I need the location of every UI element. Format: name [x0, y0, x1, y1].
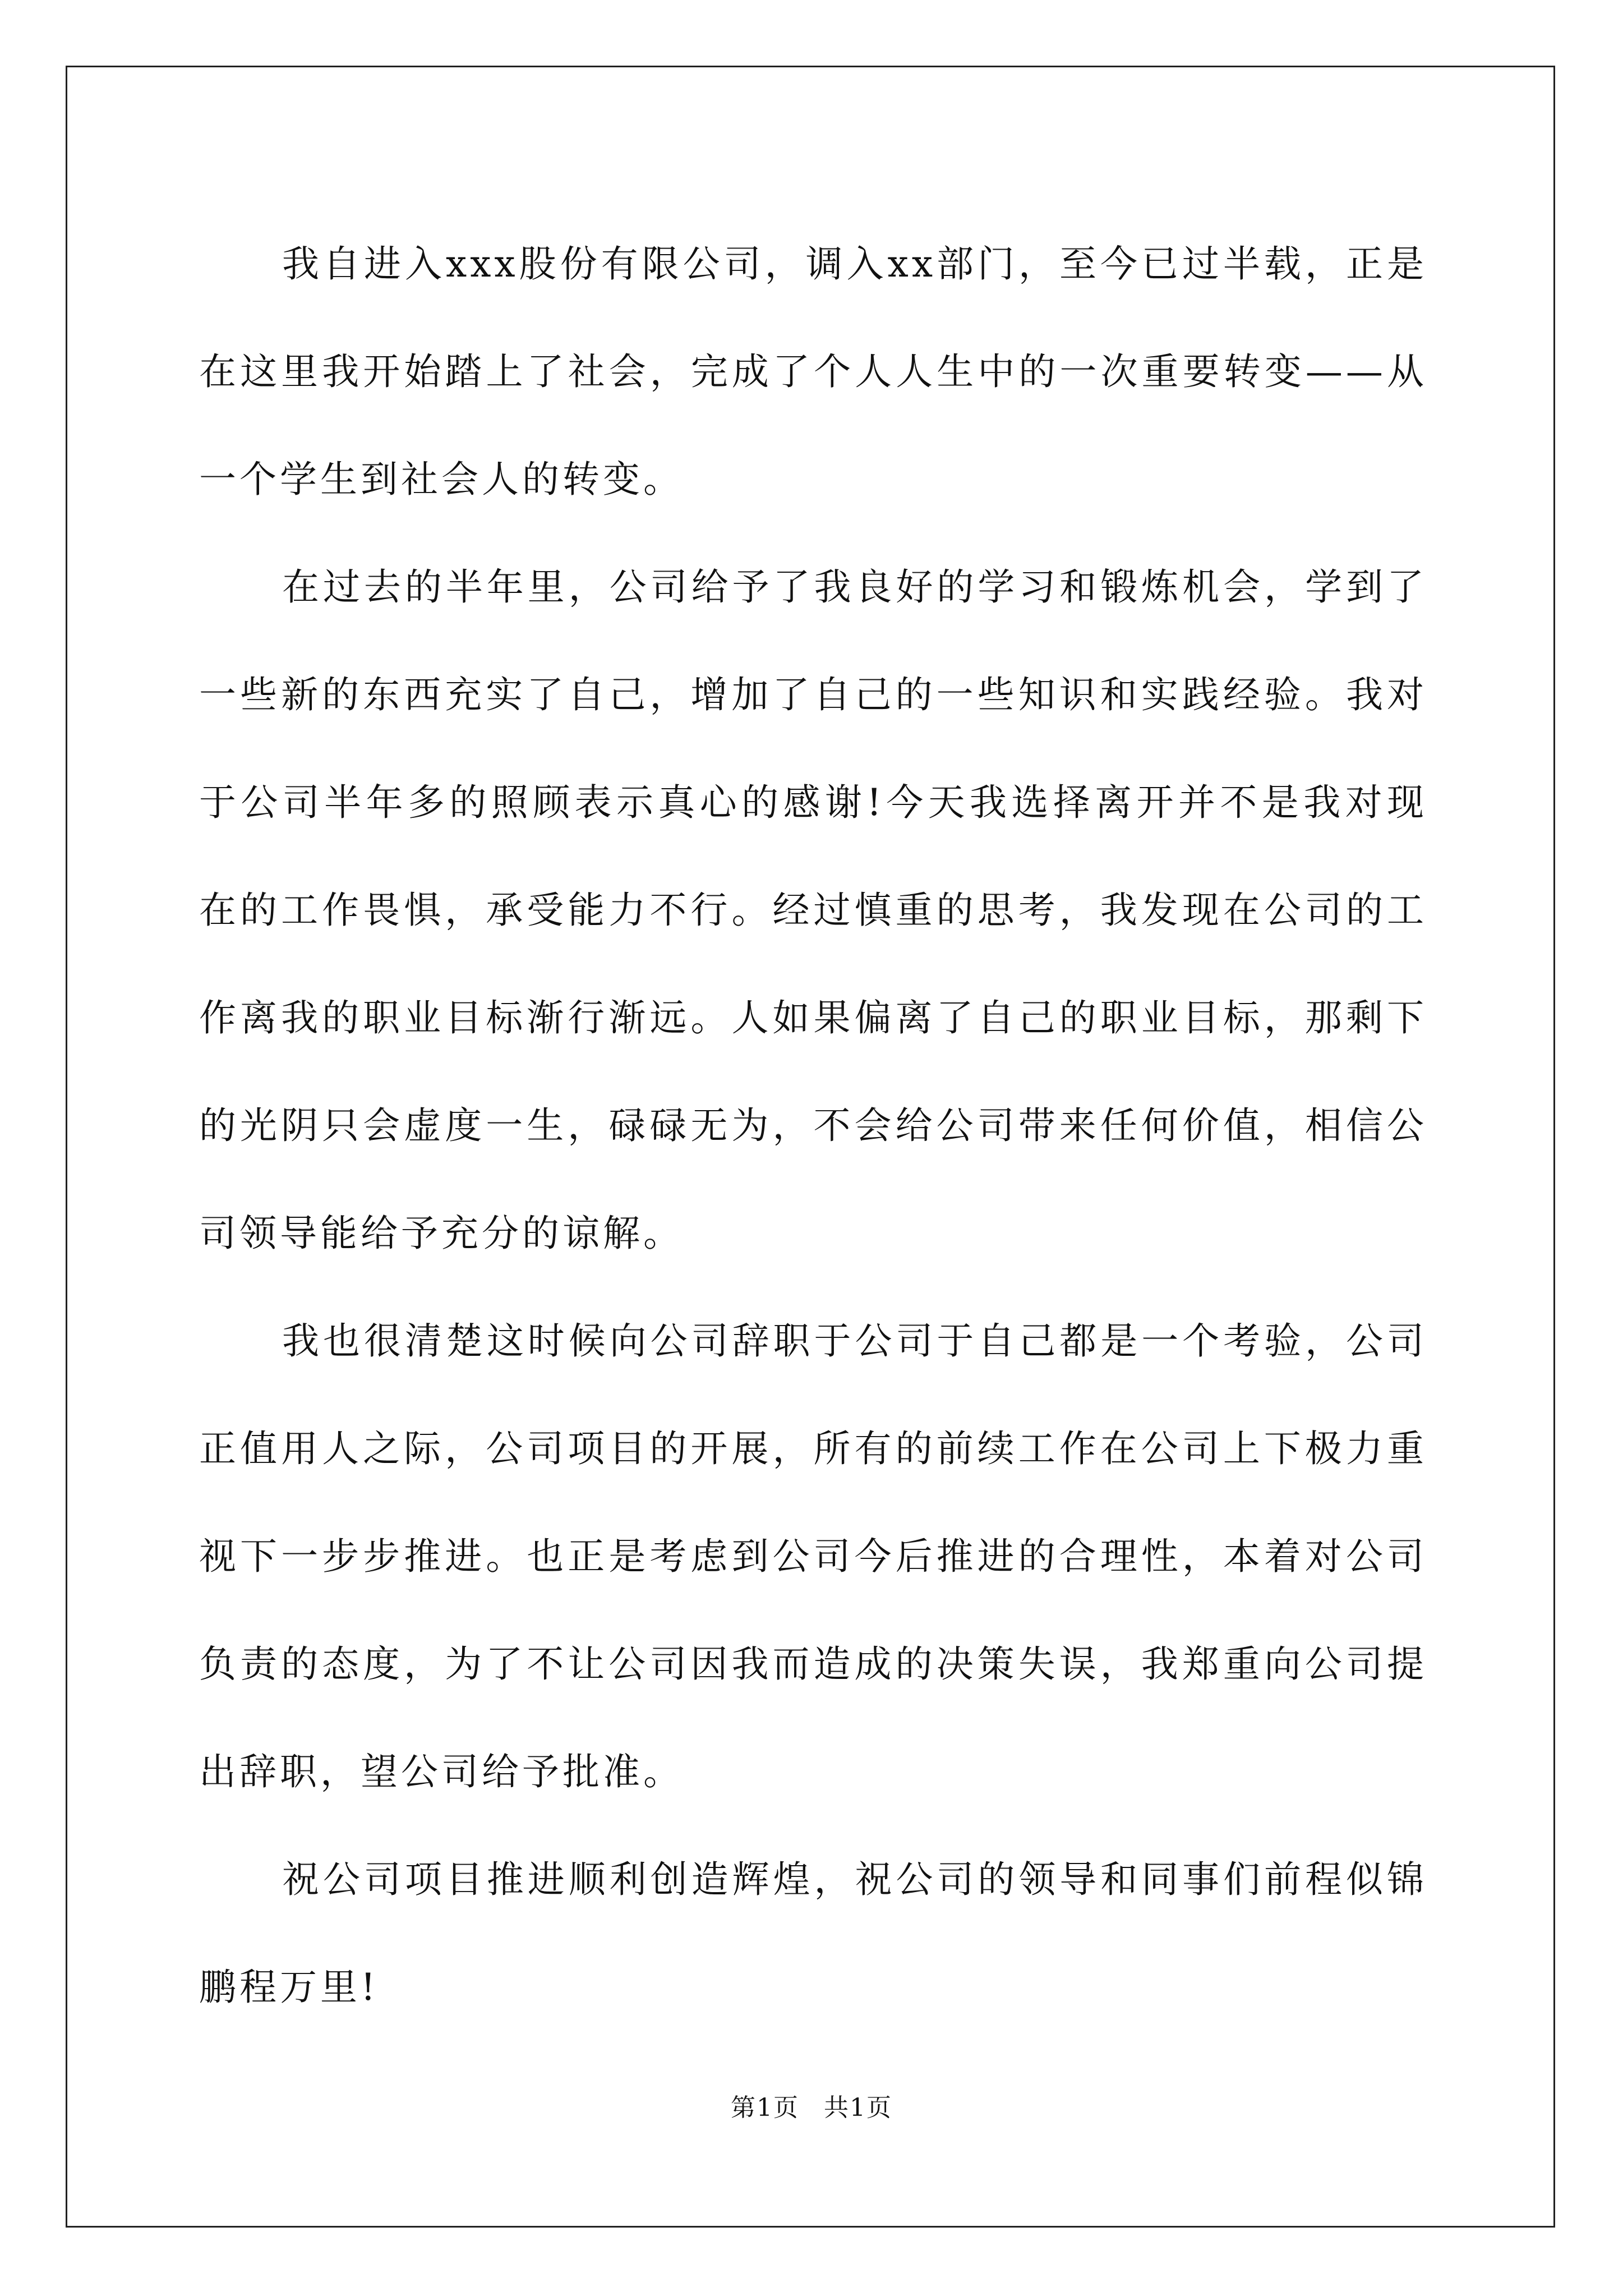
paragraph-2: 在过去的半年里，公司给予了我良好的学习和锻炼机会，学到了一些新的东西充实了自己，增加了自己的一些知识和实践经验。我对于公司半年多的照顾表示真心的感谢!今天我选择离开并不是我对现在的工作畏惧，承受能力不行。经过慎重的思考，我发现在公司的工作离我的职业目标渐行渐远。人如果偏离了自己的职业目标，那剩下的光阴只会虚度一生，碌碌无为，不会给公司带来任何价值，相信公司领导能给予充分的谅解。 — [199, 565, 1427, 1255]
paragraph-4: 祝公司项目推进顺利创造辉煌，祝公司的领导和同事们前程似锦鹏程万里! — [199, 1858, 1427, 2009]
page-number-current: 第1页 — [731, 2093, 799, 2122]
paragraph-3: 我也很清楚这时候向公司辞职于公司于自己都是一个考验，公司正值用人之际，公司项目的开展，所有的前续工作在公司上下极力重视下一步步推进。也正是考虑到公司今后推进的合理性，本着对公司负责的态度，为了不让公司因我而造成的决策失误，我郑重向公司提出辞职，望公司给予批准。 — [199, 1319, 1427, 1793]
page-number-total: 共1页 — [824, 2093, 892, 2122]
page-footer — [0, 2091, 1623, 2125]
paragraph-1: 我自进入xxx股份有限公司，调入xx部门，至今已过半载，正是在这里我开始踏上了社会，完成了个人人生中的一次重要转变——从一个学生到社会人的转变。 — [199, 242, 1427, 501]
document-body — [199, 210, 1427, 2041]
